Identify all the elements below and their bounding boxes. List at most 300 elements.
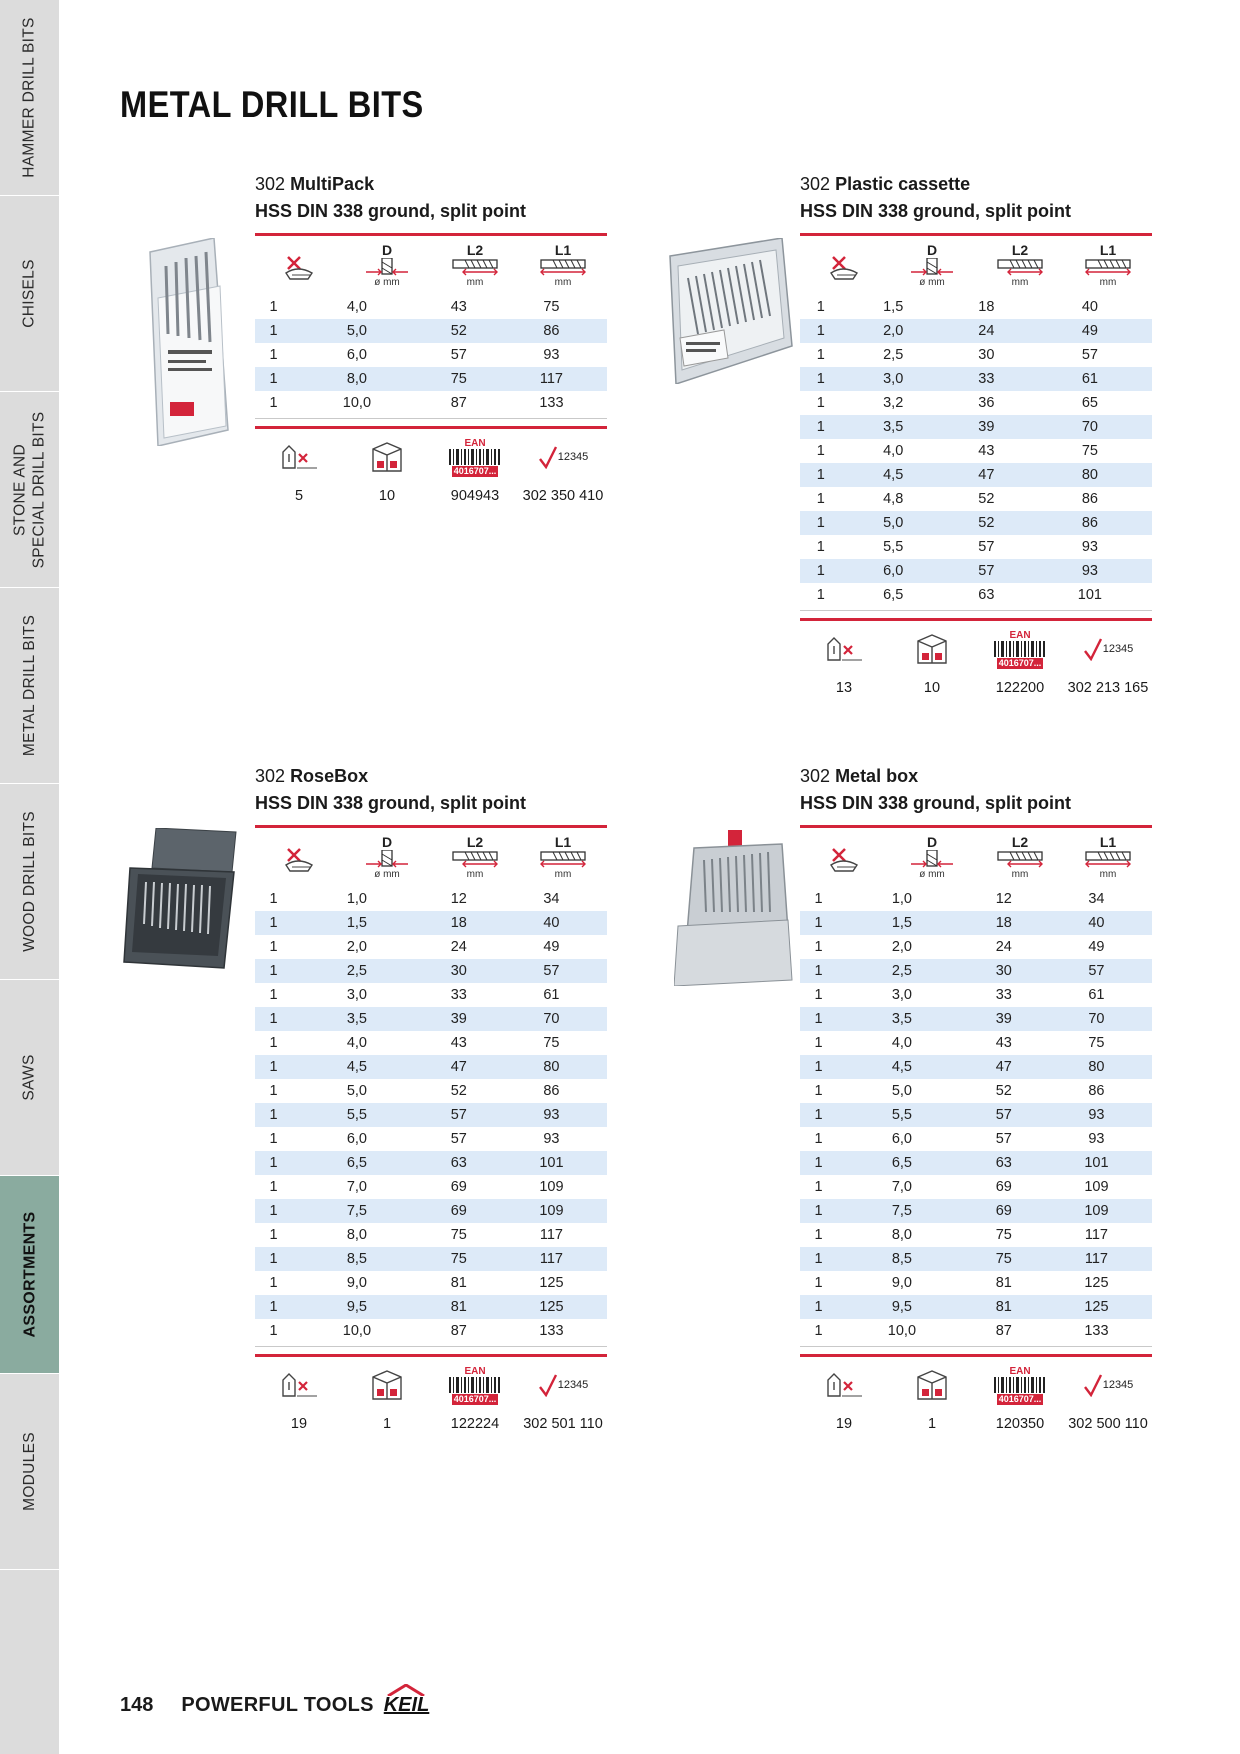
total-length-label: L1	[1099, 834, 1117, 850]
cell-qty: 1	[255, 1295, 292, 1319]
total-length-icon	[519, 243, 607, 288]
metal-box-photo	[674, 830, 794, 986]
spec-table	[255, 887, 607, 1343]
total-length-label: L1	[554, 242, 572, 258]
cell-l1: 93	[1041, 1103, 1152, 1127]
pieces-per-pack-icon	[800, 1370, 888, 1400]
cell-l2: 87	[450, 395, 467, 411]
cell-diameter: 6,0	[346, 347, 367, 363]
cell-l1: 117	[496, 1247, 607, 1271]
total-length-label: L1	[1099, 242, 1117, 258]
ean-code: 4016707...	[998, 1393, 1042, 1404]
cell-l2: 33	[450, 987, 467, 1003]
cell-l1: 93	[543, 1131, 560, 1147]
cell-l1: 101	[1041, 1151, 1152, 1175]
cell-l1: 75	[543, 299, 560, 315]
cell-l2: 69	[967, 1199, 1041, 1223]
cell-l2: 39	[945, 415, 1028, 439]
ean-barcode-icon	[976, 629, 1064, 669]
cell-l1: 86	[543, 1083, 560, 1099]
table-row	[800, 535, 1152, 559]
table-row	[800, 391, 1152, 415]
cell-diameter: 4,0	[883, 443, 904, 459]
flute-length-label: L2	[1011, 242, 1029, 258]
cell-diameter: 3,5	[292, 1007, 422, 1031]
cell-qty: 1	[255, 367, 292, 391]
cell-qty: 1	[269, 1179, 278, 1195]
cell-qty: 1	[814, 1035, 823, 1051]
cell-diameter: 2,0	[346, 939, 367, 955]
cell-diameter: 5,5	[883, 539, 904, 555]
carton-qty: 10	[378, 488, 396, 504]
cell-l2: 39	[422, 1007, 496, 1031]
spec-header-icons	[255, 233, 607, 295]
cell-l2: 57	[978, 539, 995, 555]
table-divider	[255, 418, 607, 426]
cell-l2: 12	[450, 891, 467, 907]
quantity-icon	[255, 251, 343, 281]
cell-l1: 65	[1081, 395, 1098, 411]
cell-qty: 1	[814, 1323, 823, 1339]
product-name: Plastic cassette	[835, 174, 971, 194]
brand-roof-icon	[386, 1684, 426, 1696]
diameter-icon	[343, 243, 431, 288]
carton-qty: 1	[382, 1416, 392, 1432]
table-row	[800, 583, 1152, 607]
ean-label: EAN	[1009, 1365, 1031, 1377]
page-title: METAL DRILL BITS	[120, 84, 424, 125]
cell-l1: 133	[539, 395, 564, 411]
cell-l2: 75	[995, 1227, 1012, 1243]
ean-label: EAN	[464, 1365, 486, 1377]
cell-l2: 75	[967, 1247, 1041, 1271]
table-row	[255, 1151, 607, 1175]
cell-l2: 75	[422, 1247, 496, 1271]
table-row	[255, 1271, 607, 1295]
cell-qty: 1	[255, 1103, 292, 1127]
cell-qty: 1	[255, 1199, 292, 1223]
article-number-icon	[1064, 637, 1152, 661]
flute-length-unit: mm	[466, 869, 484, 880]
cell-l2: 81	[422, 1295, 496, 1319]
ean-code: 4016707...	[998, 657, 1042, 668]
diameter-label: D	[926, 834, 938, 850]
cell-diameter: 6,5	[837, 1151, 967, 1175]
total-length-icon	[1064, 835, 1152, 880]
diameter-unit: ø mm	[919, 277, 945, 288]
table-row	[800, 1103, 1152, 1127]
table-row	[800, 1247, 1152, 1271]
table-row	[800, 1223, 1152, 1247]
table-row	[800, 1199, 1152, 1223]
cell-l2: 18	[422, 911, 496, 935]
cell-qty: 1	[800, 911, 837, 935]
table-row	[255, 1223, 607, 1247]
cell-l2: 52	[422, 319, 496, 343]
cell-diameter: 2,0	[841, 319, 945, 343]
plastic-cassette-photo	[664, 238, 794, 384]
cell-l2: 43	[450, 299, 467, 315]
tab-saws[interactable]	[0, 980, 59, 1176]
multipack-photo	[144, 238, 230, 446]
cell-diameter: 2,0	[891, 939, 912, 955]
pack-qty: 13	[835, 680, 853, 696]
cell-qty: 1	[816, 347, 825, 363]
cell-l1: 57	[1041, 959, 1152, 983]
cell-qty: 1	[814, 987, 823, 1003]
tab-label: STONE AND SPECIAL DRILL BITS	[11, 411, 48, 568]
cell-l1: 49	[1088, 939, 1105, 955]
cell-qty: 1	[269, 1131, 278, 1147]
article-number-sample: 12345	[557, 450, 589, 463]
ean-number: 120350	[995, 1416, 1045, 1432]
cell-l2: 69	[450, 1179, 467, 1195]
packaging-values	[255, 484, 607, 508]
table-row	[800, 887, 1152, 911]
pieces-per-pack-icon	[255, 442, 343, 472]
cell-l1: 93	[1088, 1131, 1105, 1147]
cell-diameter: 6,5	[292, 1151, 422, 1175]
tab-label: METAL DRILL BITS	[21, 614, 38, 757]
cell-qty: 1	[800, 1247, 837, 1271]
table-row	[800, 911, 1152, 935]
cell-qty: 1	[269, 987, 278, 1003]
cell-qty: 1	[800, 367, 841, 391]
cell-l2: 69	[995, 1179, 1012, 1195]
cell-l2: 47	[967, 1055, 1041, 1079]
product-plastic-cassette	[800, 171, 1152, 700]
cell-diameter: 9,0	[346, 1275, 367, 1291]
cell-l1: 133	[539, 1323, 564, 1339]
table-row	[255, 887, 607, 911]
cell-diameter: 3,5	[837, 1007, 967, 1031]
table-row	[255, 319, 607, 343]
cell-diameter: 3,2	[883, 395, 904, 411]
cell-diameter: 2,5	[883, 347, 904, 363]
packaging-values	[800, 1412, 1152, 1436]
cell-diameter: 6,5	[883, 587, 904, 603]
cell-qty: 1	[814, 1083, 823, 1099]
cell-l1: 70	[1028, 415, 1152, 439]
table-row	[800, 559, 1152, 583]
cell-qty: 1	[800, 415, 841, 439]
flute-length-unit: mm	[1011, 277, 1029, 288]
cell-qty: 1	[269, 1083, 278, 1099]
cell-qty: 1	[816, 299, 825, 315]
cell-l2: 30	[967, 959, 1041, 983]
cell-diameter: 4,5	[292, 1055, 422, 1079]
ean-code: 4016707...	[453, 1393, 497, 1404]
cell-diameter: 5,0	[346, 1083, 367, 1099]
carton-qty: 10	[923, 680, 941, 696]
cell-l2: 81	[967, 1295, 1041, 1319]
cell-diameter: 5,0	[841, 511, 945, 535]
ean-barcode-icon	[976, 1365, 1064, 1405]
cell-l1: 101	[1077, 587, 1102, 603]
cell-qty: 1	[814, 939, 823, 955]
cell-l2: 87	[450, 1323, 467, 1339]
total-length-icon	[1064, 243, 1152, 288]
cell-diameter: 3,0	[346, 987, 367, 1003]
article-number-icon	[519, 1373, 607, 1397]
product-name: MultiPack	[290, 174, 375, 194]
flute-length-icon	[431, 835, 519, 880]
product-heading	[800, 171, 1152, 198]
cell-qty: 1	[816, 395, 825, 411]
cell-diameter: 6,0	[841, 559, 945, 583]
cell-diameter: 6,0	[346, 1131, 367, 1147]
diameter-unit: ø mm	[374, 869, 400, 880]
cell-l1: 125	[496, 1295, 607, 1319]
cell-l1: 70	[1041, 1007, 1152, 1031]
table-row	[800, 367, 1152, 391]
packaging-icons	[800, 1354, 1152, 1412]
total-length-unit: mm	[1099, 277, 1117, 288]
table-row	[800, 487, 1152, 511]
cell-qty: 1	[269, 395, 278, 411]
table-row	[800, 1151, 1152, 1175]
table-row	[255, 1103, 607, 1127]
tab-assortments[interactable]	[0, 1176, 59, 1374]
cell-qty: 1	[800, 1199, 837, 1223]
brand-name: KEIL	[383, 1694, 430, 1716]
cell-l1: 117	[496, 367, 607, 391]
total-length-label: L1	[554, 834, 572, 850]
cell-l1: 86	[1081, 491, 1098, 507]
table-row	[800, 935, 1152, 959]
cell-l1: 117	[1041, 1247, 1152, 1271]
cell-l1: 133	[1084, 1323, 1109, 1339]
diameter-label: D	[381, 834, 393, 850]
cell-qty: 1	[814, 1179, 823, 1195]
page-footer	[120, 1694, 429, 1717]
product-code: 302	[800, 174, 831, 194]
quantity-icon	[800, 251, 888, 281]
spec-table	[800, 887, 1152, 1343]
cell-l1: 34	[1088, 891, 1105, 907]
quantity-icon	[800, 843, 888, 873]
cell-diameter: 1,5	[883, 299, 904, 315]
product-name: RoseBox	[290, 766, 369, 786]
product-code: 302	[255, 174, 286, 194]
diameter-icon	[343, 835, 431, 880]
ean-number: 122224	[450, 1416, 500, 1432]
cell-l2: 57	[967, 1103, 1041, 1127]
product-code: 302	[800, 766, 831, 786]
quantity-icon	[255, 843, 343, 873]
cell-qty: 1	[800, 463, 841, 487]
cell-diameter: 7,0	[346, 1179, 367, 1195]
tab-label: HAMMER DRILL BITS	[21, 17, 39, 178]
tab-chisels[interactable]	[0, 196, 59, 392]
cell-l1: 93	[543, 347, 560, 363]
cell-diameter: 6,0	[891, 1131, 912, 1147]
cell-diameter: 4,8	[883, 491, 904, 507]
cell-qty: 1	[269, 1227, 278, 1243]
cell-l2: 52	[995, 1083, 1012, 1099]
table-row	[800, 1295, 1152, 1319]
cell-diameter: 9,5	[837, 1295, 967, 1319]
cell-l1: 109	[1084, 1179, 1109, 1195]
cell-l1: 117	[539, 1227, 563, 1243]
table-row	[800, 295, 1152, 319]
cell-qty: 1	[816, 539, 825, 555]
page-number: 148	[120, 1694, 154, 1716]
cell-l1: 109	[539, 1179, 564, 1195]
table-row	[800, 1175, 1152, 1199]
cell-diameter: 5,5	[837, 1103, 967, 1127]
table-row	[800, 463, 1152, 487]
cell-l1: 109	[496, 1199, 607, 1223]
tab-label: WOOD DRILL BITS	[21, 811, 39, 952]
cell-diameter: 9,5	[292, 1295, 422, 1319]
product-metal-box	[800, 763, 1152, 1436]
cell-l2: 57	[995, 1131, 1012, 1147]
flute-length-icon	[976, 243, 1064, 288]
ean-code: 4016707...	[453, 465, 497, 476]
cell-l2: 75	[422, 367, 496, 391]
flute-length-label: L2	[1011, 834, 1029, 850]
cell-l2: 36	[978, 395, 995, 411]
tab-stone-and-special-drill-bits[interactable]	[0, 392, 59, 588]
table-divider	[800, 1346, 1152, 1354]
table-row	[800, 1271, 1152, 1295]
product-name: Metal box	[835, 766, 919, 786]
rosebox-photo	[122, 828, 238, 976]
table-row	[255, 1199, 607, 1223]
cell-diameter: 1,0	[891, 891, 912, 907]
spec-table	[255, 295, 607, 415]
spec-header-icons	[800, 233, 1152, 295]
cell-l1: 40	[1041, 911, 1152, 935]
product-heading	[800, 763, 1152, 790]
table-divider	[255, 1346, 607, 1354]
cell-l1: 49	[543, 939, 560, 955]
tab-label: SAWS	[21, 1054, 38, 1101]
cell-l1: 40	[496, 911, 607, 935]
cell-diameter: 8,5	[837, 1247, 967, 1271]
cell-l2: 52	[945, 511, 1028, 535]
cell-l1: 117	[1084, 1227, 1108, 1243]
carton-icon	[888, 631, 976, 667]
cell-diameter: 5,0	[292, 319, 422, 343]
tab-wood-drill-bits[interactable]	[0, 784, 59, 980]
cell-l1: 125	[1041, 1295, 1152, 1319]
article-number-sample: 12345	[1102, 1378, 1134, 1391]
cell-l1: 93	[496, 1103, 607, 1127]
cell-diameter: 1,5	[292, 911, 422, 935]
cell-qty: 1	[816, 443, 825, 459]
cell-qty: 1	[255, 911, 292, 935]
ean-number: 122200	[995, 680, 1045, 696]
pieces-per-pack-icon	[800, 634, 888, 664]
cell-qty: 1	[800, 559, 841, 583]
cell-qty: 1	[269, 891, 278, 907]
cell-qty: 1	[800, 959, 837, 983]
total-length-unit: mm	[554, 869, 572, 880]
cell-qty: 1	[255, 959, 292, 983]
cell-diameter: 10,0	[342, 1323, 372, 1339]
tab-hammer-drill-bits[interactable]	[0, 0, 59, 196]
article-number: 302 500 110	[1068, 1416, 1148, 1432]
product-multipack	[255, 171, 607, 508]
diameter-icon	[888, 835, 976, 880]
cell-diameter: 2,5	[837, 959, 967, 983]
cell-qty: 1	[269, 1323, 278, 1339]
cell-l1: 40	[1081, 299, 1098, 315]
table-row	[800, 1127, 1152, 1151]
cell-l2: 52	[978, 491, 995, 507]
ean-number: 904943	[450, 488, 500, 504]
cell-qty: 1	[800, 1151, 837, 1175]
table-row	[800, 319, 1152, 343]
table-row	[255, 1247, 607, 1271]
cell-qty: 1	[255, 1055, 292, 1079]
product-subtitle: HSS DIN 338 ground, split point	[800, 793, 1072, 813]
packaging-values	[800, 676, 1152, 700]
tab-label: CHISELS	[21, 259, 38, 328]
cell-diameter: 3,0	[891, 987, 912, 1003]
flute-length-label: L2	[466, 834, 484, 850]
ean-label: EAN	[464, 437, 486, 449]
cell-qty: 1	[269, 299, 278, 315]
pack-qty: 19	[835, 1416, 853, 1432]
article-number-icon	[519, 445, 607, 469]
cell-diameter: 4,0	[891, 1035, 912, 1051]
cell-qty: 1	[800, 1295, 837, 1319]
diameter-label: D	[926, 242, 938, 258]
table-row	[800, 1007, 1152, 1031]
packaging-icons	[255, 426, 607, 484]
product-code: 302	[255, 766, 286, 786]
flute-length-icon	[976, 835, 1064, 880]
cell-l1: 80	[496, 1055, 607, 1079]
tab-modules[interactable]	[0, 1374, 59, 1570]
cell-l2: 30	[422, 959, 496, 983]
cell-l2: 24	[995, 939, 1012, 955]
product-subtitle: HSS DIN 338 ground, split point	[255, 793, 527, 813]
spec-table	[800, 295, 1152, 607]
table-row	[800, 959, 1152, 983]
cell-l1: 70	[496, 1007, 607, 1031]
product-rosebox	[255, 763, 607, 1436]
cell-diameter: 10,0	[887, 1323, 917, 1339]
cell-diameter: 4,5	[837, 1055, 967, 1079]
cell-l1: 75	[1081, 443, 1098, 459]
carton-qty: 1	[927, 1416, 937, 1432]
cell-qty: 1	[269, 1275, 278, 1291]
article-number: 302 213 165	[1067, 680, 1149, 696]
cell-l1: 57	[496, 959, 607, 983]
ean-barcode-icon	[431, 437, 519, 477]
diameter-unit: ø mm	[919, 869, 945, 880]
cell-l1: 86	[1028, 511, 1152, 535]
table-row	[255, 391, 607, 415]
cell-l2: 63	[422, 1151, 496, 1175]
cell-l1: 75	[543, 1035, 560, 1051]
article-number: 302 501 110	[523, 1416, 603, 1432]
article-number: 302 350 410	[522, 488, 604, 504]
cell-l2: 81	[450, 1275, 467, 1291]
flute-length-unit: mm	[1011, 869, 1029, 880]
cell-diameter: 2,5	[292, 959, 422, 983]
cell-qty: 1	[816, 491, 825, 507]
table-row	[800, 415, 1152, 439]
tab-metal-drill-bits[interactable]	[0, 588, 59, 784]
cell-l1: 86	[1088, 1083, 1105, 1099]
cell-qty: 1	[269, 939, 278, 955]
total-length-unit: mm	[1099, 869, 1117, 880]
